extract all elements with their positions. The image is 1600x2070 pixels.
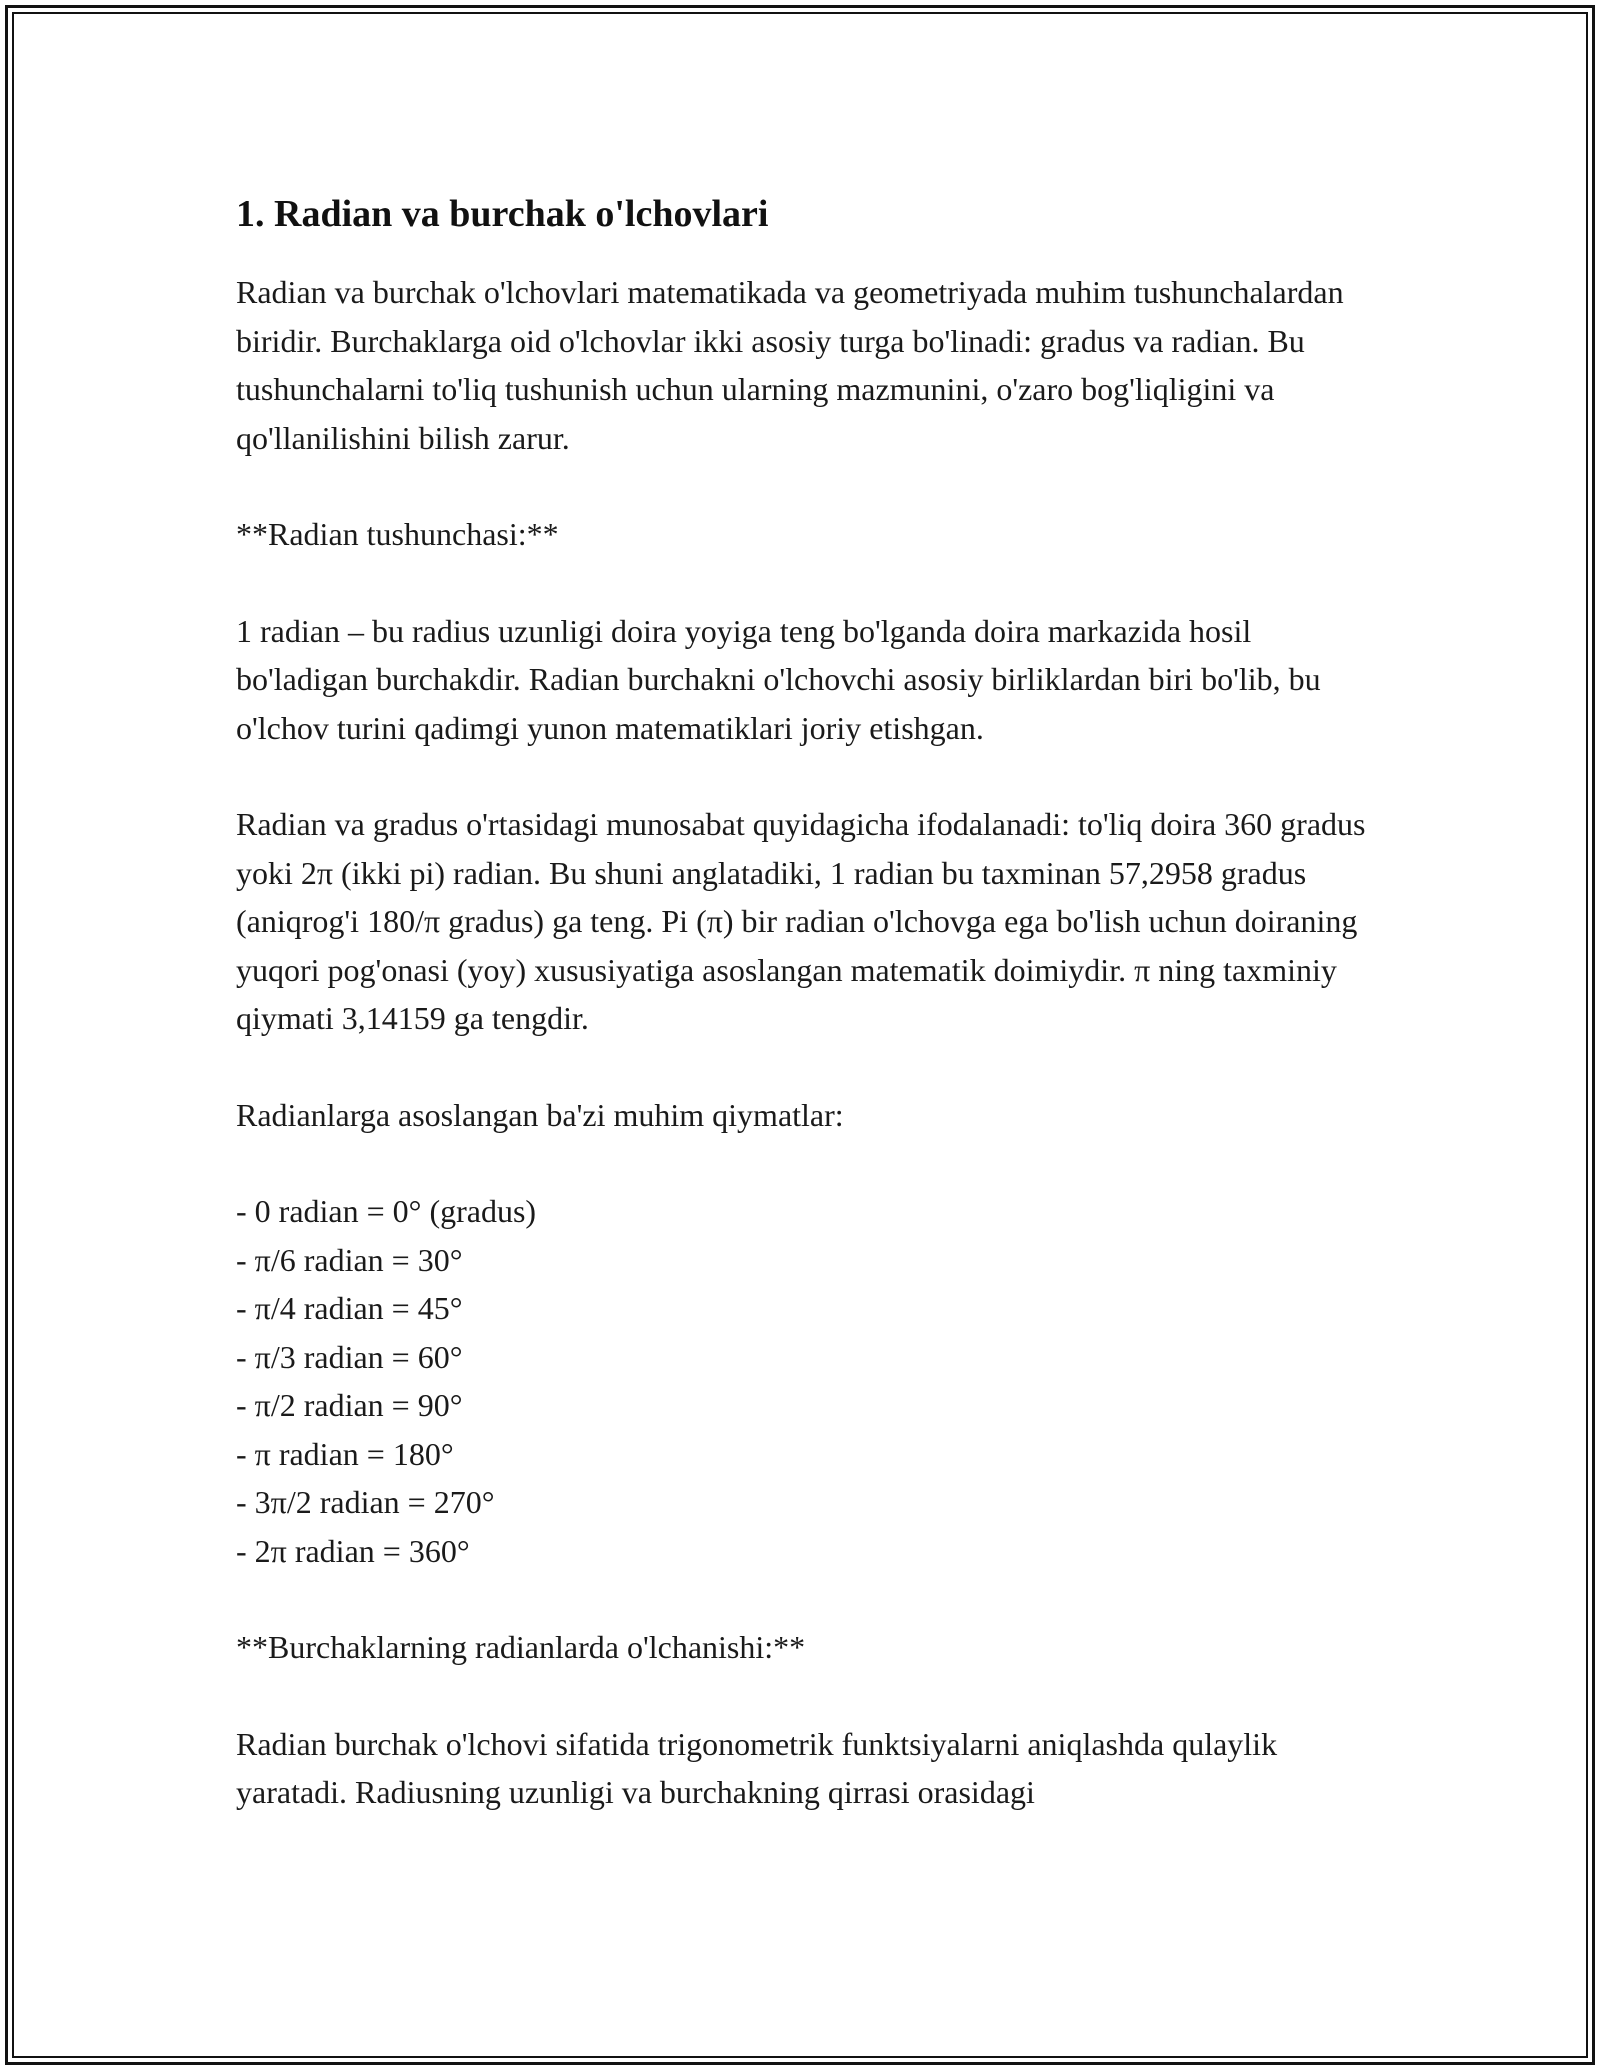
intro-paragraph: Radian va burchak o'lchovlari matematikada va geometriyada muhim tushunchalardan biridir. Burchaklarga oid o'lchovlar ikki asosiy turga bo'linadi: gradus va radian. Bu tushunchalarni to'liq tushunish uchun ularning mazmunini, o'zaro bog'liqligini va qo'llanilishini bilish zarur.	[236, 274, 1344, 456]
list-item: - π/2 radian = 90°	[236, 1387, 463, 1423]
list-item: - 0 radian = 0° (gradus)	[236, 1193, 537, 1229]
relation-paragraph: Radian va gradus o'rtasidagi munosabat quyidagicha ifodalanadi: to'liq doira 360 gradus yoki 2π (ikki pi) radian. Bu shuni anglatadiki, 1 radian bu taxminan 57,2958 gradus (aniqrog'i 180/π gradus) ga teng. Pi (π) bir radian o'lchovga ega bo'lish uchun doiraning yuqori pog'onasi (yoy) xususiyatiga asoslangan matematik doimiydir. π ning taxminiy qiymati 3,14159 ga tengdir.	[236, 806, 1366, 1036]
list-item: - π radian = 180°	[236, 1435, 454, 1472]
values-list	[236, 1187, 1376, 1575]
document-body	[236, 186, 1376, 1817]
list-item: - π/4 radian = 45°	[236, 1290, 463, 1326]
radian-definition-paragraph: 1 radian – bu radius uzunligi doira yoyiga teng bo'lganda doira markazida hosil bo'ladigan burchakdir. Radian burchakni o'lchovchi asosiy birliklardan biri bo'lib, bu o'lchov turini qadimgi yunon matematiklari joriy etishgan.	[236, 612, 1321, 746]
values-intro: Radianlarga asoslangan ba'zi muhim qiymatlar:	[236, 1096, 844, 1133]
measure-paragraph: Radian burchak o'lchovi sifatida trigonometrik funktsiyalarni aniqlashda qulaylik yaratadi. Radiusning uzunligi va burchakning qirrasi orasidagi	[236, 1725, 1278, 1810]
list-item: - π/3 radian = 60°	[236, 1338, 463, 1375]
list-item: - 2π radian = 360°	[236, 1532, 470, 1569]
list-item: - 3π/2 radian = 270°	[236, 1484, 495, 1520]
list-item: - π/6 radian = 30°	[236, 1241, 463, 1278]
document-title: 1. Radian va burchak o'lchovlari	[236, 193, 769, 235]
radian-heading: **Radian tushunchasi:**	[236, 516, 559, 552]
measure-heading: **Burchaklarning radianlarda o'lchanishi:**	[236, 1629, 806, 1665]
